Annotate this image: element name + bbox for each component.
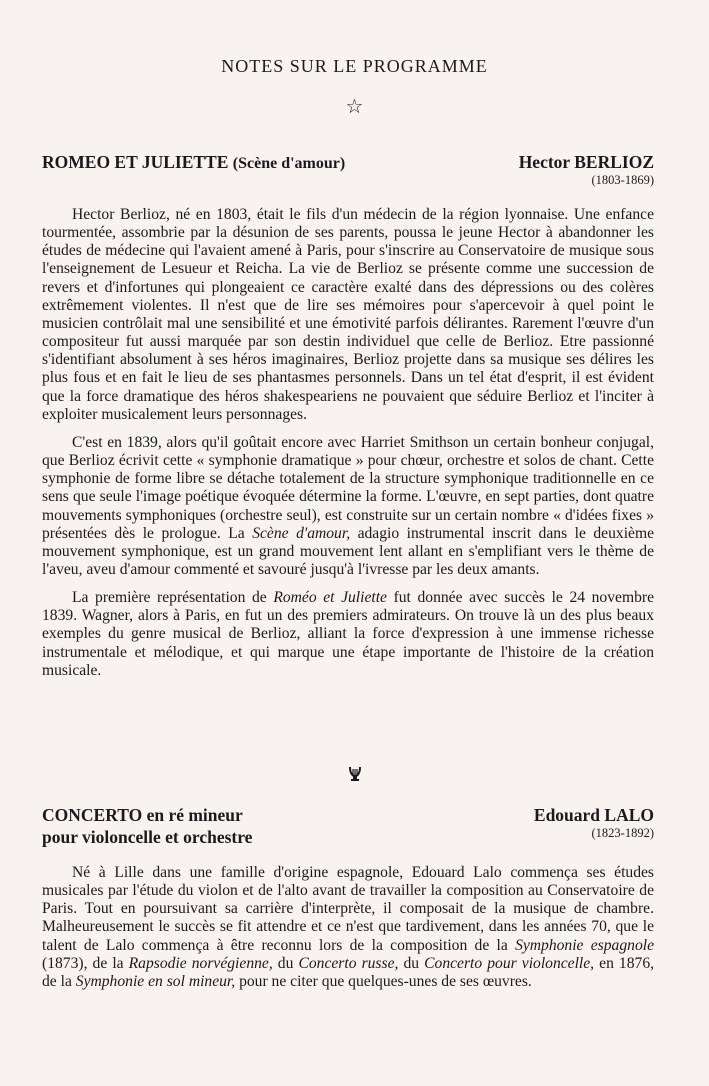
section-1-subtitle: (Scène d'amour) [232,155,346,172]
section-1-heading [42,151,654,195]
section-2-title-line1: CONCERTO en ré mineur [42,805,243,825]
section-1-paragraph: C'est en 1839, alors qu'il goûtait encore avec Harriet Smithson un certain bonheur conjugal, que Berlioz écrivit cette « symphonie dramatique » pour chœur, orchestre et solos de chant. Cette symphonie de forme libre se détache totalement de la structure symphonique traditionnelle en ce sens que seule l'image poétique évoquée détermine la forme. L'œuvre, en sept parties, dont quatre mouvements symphoniques (orchestre seul), est construite sur un certain nombre « d'idées fixes » présentées dès le prologue. La Scène d'amour, adagio instrumental inscrit dans le deuxième mouvement symphonique, est un grand mouvement lent allant en s'emplifiant vers le thème de l'aveu, aveu d'amour commenté et savouré jusqu'à l'ivresse par les deux amants. [42,433,654,578]
lyre-icon [0,766,709,787]
page-title: NOTES SUR LE PROGRAMME [221,56,488,76]
star-icon: ☆ [345,96,364,118]
section-2-body [42,864,654,1001]
section-1-dates: (1803-1869) [591,173,654,187]
section-1-body [42,206,654,690]
section-2-paragraph: Né à Lille dans une famille d'origine espagnole, Edouard Lalo commença ses études musicales par l'étude du violon et de l'alto avant de travailler la composition au Conservatoire de Paris. Tout en poursuivant sa carrière d'interprète, il composait de la musique de chambre. Malheureusement le succès se fit attendre et ce n'est que tardivement, dans les années 70, que le talent de Lalo commença à être reconnu lors de la composition de la Symphonie espagnole (1873), de la Rapsodie norvégienne, du Concerto russe, du Concerto pour violoncelle, en 1876, de la Symphonie en sol mineur, pour ne citer que quelques-unes de ses œuvres. [42,864,655,990]
section-1-title-text: ROMEO ET JULIETTE [42,152,229,172]
section-1-paragraph: Hector Berlioz, né en 1803, était le fils d'un médecin de la région lyonnaise. Une enfance tourmentée, assombrie par la désunion de ses parents, poussa le jeune Hector à abandonner les études de médecine qui l'avaient amené à Paris, pour s'inscrire au Conservatoire de musique sous l'enseignement de Lesueur et Reicha. La vie de Berlioz se présente comme une succession de revers et d'infortunes qui plongeaient ce caractère exalté dans des dépressions ou des colères extrêmement violentes. Il n'est que de lire ses mémoires pour s'apercevoir à quel point le musicien contrôlait mal une sensibilité et une émotivité parfois délirantes. Rarement l'œuvre d'un compositeur fut aussi marquée par son destin individuel que celle de Berlioz. Etre passionné s'identifiant absolument à ses héros imaginaires, Berlioz projette dans sa musique ses délires les plus fous et en fait le lieu de ses phantasmes personnels. Dans un tel état d'esprit, il est évident que la force dramatique des héros shakespeariens ne pouvaient que séduire Berlioz et l'inciter à exploiter musicalement leurs personnages. [42,206,654,423]
section-1-paragraph: La première représentation de Roméo et Juliette fut donnée avec succès le 24 novembre 1839. Wagner, alors à Paris, en fut un des premiers admirateurs. On trouve là un des plus beaux exemples du genre musical de Berlioz, alliant la force d'expression à une immense richesse instrumentale et mélodique, et qui marque une étape importante de l'histoire de la création musicale. [42,589,654,679]
section-2-heading [42,804,654,850]
section-2-title-line2: pour violoncelle et orchestre [42,827,253,847]
section-2-dates: (1823-1892) [591,826,654,840]
section-1-composer: Hector BERLIOZ [518,152,654,172]
section-2-composer: Edouard LALO [533,805,654,825]
